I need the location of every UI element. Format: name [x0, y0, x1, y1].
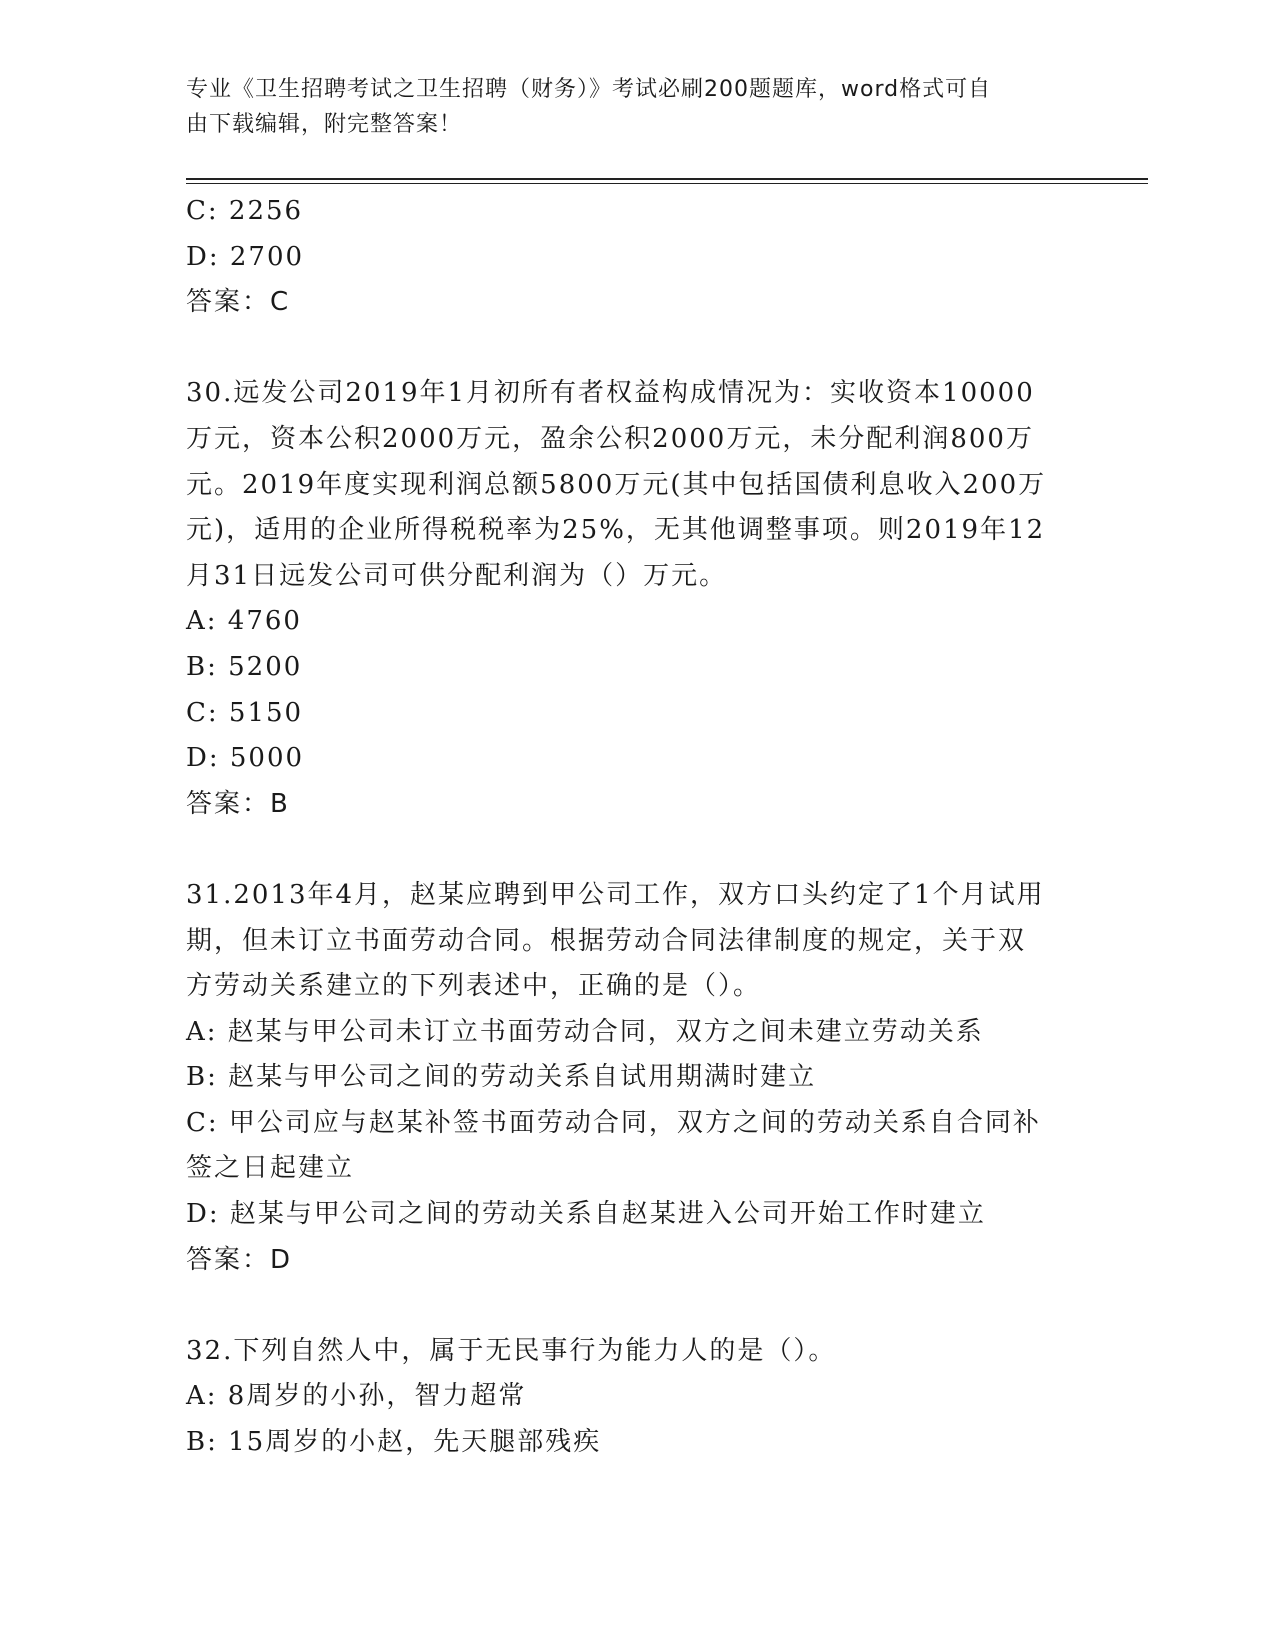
question-stem-line: 月31日远发公司可供分配利润为（）万元。 [186, 560, 728, 591]
option-a: A: 8周岁的小孙，智力超常 [186, 1381, 527, 1412]
option-b: B: 5200 [186, 651, 303, 682]
question-stem-line: 期，但未订立书面劳动合同。根据劳动合同法律制度的规定，关于双 [186, 925, 1027, 956]
answer: 答案：C [186, 287, 291, 318]
previous-question [186, 189, 1086, 326]
question-31 [186, 873, 1086, 1283]
header-line: 由下载编辑，附完整答案！ [186, 112, 463, 137]
option-a: A: 4760 [186, 606, 302, 637]
option-d: D: 2700 [186, 241, 305, 272]
option-c: C: 甲公司应与赵某补签书面劳动合同，双方之间的劳动关系自合同补 [186, 1107, 1041, 1138]
document-header [186, 72, 1076, 142]
question-stem-line: 31.2013年4月，赵某应聘到甲公司工作，双方口头约定了1个月试用 [186, 879, 1045, 910]
option-b: B: 赵某与甲公司之间的劳动关系自试用期满时建立 [186, 1062, 817, 1093]
option-a: A: 赵某与甲公司未订立书面劳动合同，双方之间未建立劳动关系 [186, 1016, 984, 1047]
option-c-continued: 签之日起建立 [186, 1153, 355, 1184]
option-d: D: 赵某与甲公司之间的劳动关系自赵某进入公司开始工作时建立 [186, 1199, 986, 1230]
question-stem-line: 万元，资本公积2000万元，盈余公积2000万元，未分配利润800万 [186, 423, 1034, 454]
answer: 答案：B [186, 788, 290, 819]
header-rule [186, 183, 1148, 184]
question-stem-line: 元。2019年度实现利润总额5800万元(其中包括国债利息收入200万 [186, 469, 1047, 500]
question-stem-line: 元)，适用的企业所得税税率为25%，无其他调整事项。则2019年12 [186, 515, 1046, 546]
question-stem-line: 方劳动关系建立的下列表述中，正确的是（）。 [186, 971, 762, 1002]
question-stem-line: 32.下列自然人中，属于无民事行为能力人的是（）。 [186, 1335, 837, 1366]
question-list [186, 189, 1086, 1466]
answer: 答案：D [186, 1244, 293, 1275]
question-32 [186, 1329, 1086, 1466]
option-c: C: 2256 [186, 196, 304, 226]
header-line: 专业《卫生招聘考试之卫生招聘（财务）》考试必刷200题题库，word格式可自 [186, 77, 992, 102]
header-rule [186, 178, 1148, 180]
option-b: B: 15周岁的小赵，先天腿部残疾 [186, 1427, 602, 1458]
option-c: C: 5150 [186, 697, 304, 728]
option-d: D: 5000 [186, 743, 305, 774]
question-stem-line: 30.远发公司2019年1月初所有者权益构成情况为：实收资本10000 [186, 378, 1035, 409]
question-30 [186, 371, 1086, 827]
